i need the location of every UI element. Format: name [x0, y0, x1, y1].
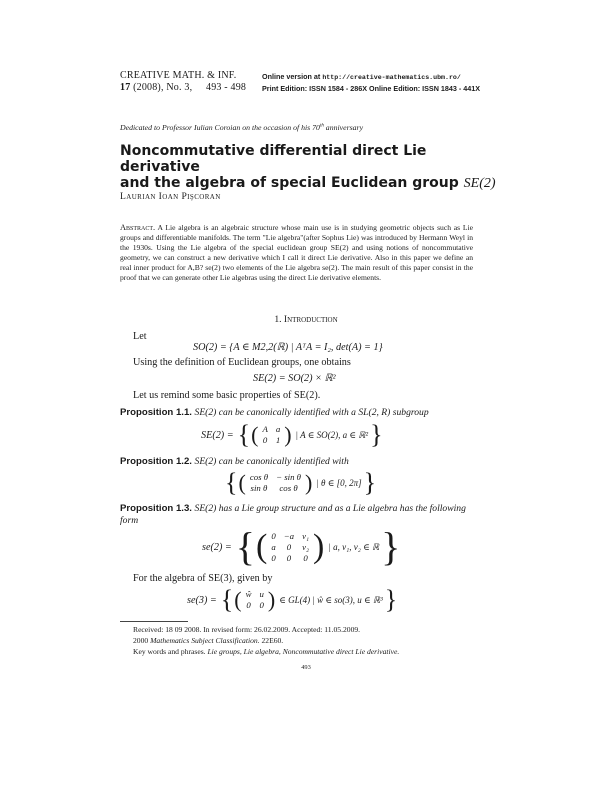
- matrix-cell: a: [271, 541, 276, 552]
- matrix-se3: [242, 589, 268, 611]
- matrix-prop11: [258, 424, 284, 446]
- prop12-label: Proposition 1.2.: [120, 456, 192, 467]
- msc-label: Mathematics Subject Classification.: [150, 636, 260, 645]
- right-paren: ): [313, 528, 325, 565]
- matrix-cell: v₁: [302, 530, 310, 541]
- abstract: [120, 223, 473, 283]
- matrix-row: [258, 424, 284, 435]
- matrix-cell: 0: [286, 552, 292, 563]
- eq-se3-lhs: se(3) =: [187, 594, 217, 606]
- equation-se3: [187, 587, 397, 613]
- equation-so2: SO(2) = {A ∈ M2,2(ℝ) | AᵀA = I₂, det(A) = 1}: [193, 342, 383, 353]
- left-brace: {: [220, 585, 234, 614]
- eq11-lhs: SE(2) =: [201, 429, 234, 441]
- online-url[interactable]: http://creative-mathematics.ubm.ro/: [322, 74, 461, 81]
- matrix-row: [246, 483, 305, 494]
- right-brace: }: [381, 524, 401, 569]
- prop13-text-line2: form: [120, 515, 139, 526]
- prop12-text: SE(2) can be canonically identified with: [194, 456, 349, 467]
- abstract-text: A Lie algebra is an algebraic structure whose main use is in studying geometric objects such as Lie groups and differentiable manifolds. The term "Lie algebra"(after Sophus Lie) was introduced by Hermann Weyl in the 1930s. Using the Lie algebra of the special euclidean group SE(2) and using notions of noncommutative geometry, we can construct a new derivative which I call it direct Lie derivative. Also in this paper we define an real inner product for A,B? se(2) two elements of the Lie algebra se(2). The main result of this paper consist in the proof that we can generate other Lie algebras using the direct Lie derivative elements.: [120, 223, 474, 282]
- matrix-cell: 0: [259, 600, 264, 610]
- page-number: 493: [301, 664, 311, 671]
- matrix-cell: v₂: [302, 541, 310, 552]
- equation-prop13: [202, 524, 401, 569]
- keywords: [133, 646, 399, 657]
- matrix-cell: cos θ: [249, 472, 269, 482]
- section-title: Introduction: [283, 314, 338, 325]
- title-line-2: [120, 175, 500, 192]
- eq13-lhs: se(2) =: [202, 541, 232, 553]
- keywords-label: Key words and phrases.: [133, 647, 206, 656]
- equation-prop11: [201, 422, 383, 448]
- matrix-cell: 0: [262, 435, 268, 445]
- msc-classification: [133, 635, 283, 646]
- section-number: 1.: [274, 314, 282, 325]
- year-issue: (2008), No. 3,: [130, 82, 193, 93]
- matrix-cell: 0: [303, 552, 308, 563]
- proposition-1-2: [120, 456, 349, 467]
- eq11-condition: | A ∈ SO(2), a ∈ ℝ²: [295, 429, 369, 440]
- right-brace: }: [384, 585, 398, 614]
- matrix-cell: 0: [271, 552, 276, 563]
- right-paren: ): [284, 422, 292, 447]
- left-paren: (: [238, 470, 246, 495]
- online-version: [262, 72, 461, 81]
- matrix-cell: sin θ: [250, 483, 268, 493]
- matrix-cell: 0: [246, 600, 251, 610]
- matrix-cell: ŵ: [245, 589, 252, 599]
- title-math: SE(2): [463, 176, 496, 191]
- prop13-label: Proposition 1.3.: [120, 503, 192, 514]
- prop11-label: Proposition 1.1.: [120, 407, 192, 418]
- left-paren: (: [234, 587, 242, 612]
- left-brace: {: [235, 524, 255, 569]
- for-algebra-text: For the algebra of SE(3), given by: [133, 573, 273, 584]
- matrix-cell: u: [259, 589, 264, 599]
- matrix-row: [246, 472, 305, 483]
- matrix-prop12: [246, 472, 305, 494]
- right-paren: ): [267, 587, 276, 612]
- eq13-condition: | a, v₁, v₂ ∈ ℝ: [328, 541, 380, 552]
- matrix-cell: 1: [275, 435, 281, 445]
- title-line-2-text: and the algebra of special Euclidean group: [120, 175, 459, 191]
- volume-number: 17: [120, 82, 131, 93]
- author: Laurian Ioan Pişcoran: [120, 191, 221, 202]
- msc-year: 2000: [133, 636, 149, 645]
- matrix-row: [258, 435, 284, 446]
- received-dates: Received: 18 09 2008. In revised form: 26.02.2009. Accepted: 11.05.2009.: [133, 625, 361, 634]
- paper-title: [120, 143, 500, 192]
- matrix-cell: 0: [271, 530, 276, 541]
- equation-se2: SE(2) = SO(2) × ℝ²: [253, 373, 336, 384]
- left-paren: (: [251, 422, 259, 447]
- eq12-condition: | θ ∈ [0, 2π]: [316, 477, 362, 488]
- prop11-text: SE(2) can be canonically identified with a SL(2, R) subgroup: [194, 407, 429, 418]
- title-line-1: Noncommutative differential direct Lie derivative: [120, 143, 427, 175]
- right-brace: }: [370, 420, 383, 449]
- section-heading: [0, 314, 612, 325]
- print-edition: Print Edition: ISSN 1584 - 286X Online Edition: ISSN 1843 - 441X: [262, 84, 481, 93]
- matrix-cell: a: [275, 424, 281, 434]
- left-paren: (: [256, 528, 268, 565]
- matrix-prop13: [267, 531, 313, 564]
- dedication-tail: anniversary: [323, 123, 364, 132]
- left-brace: {: [237, 420, 251, 449]
- matrix-cell: cos θ: [279, 483, 298, 493]
- page-range: 493 - 498: [206, 82, 247, 93]
- matrix-cell: 0: [286, 541, 292, 552]
- matrix-row: [267, 531, 313, 542]
- equation-prop12: [225, 470, 376, 496]
- proposition-1-3: [120, 503, 466, 514]
- prop13-text: SE(2) has a Lie group structure and as a Lie algebra has the following: [194, 503, 466, 514]
- msc-code: 22E60.: [261, 636, 284, 645]
- matrix-row: [242, 600, 268, 611]
- matrix-cell: −a: [283, 530, 295, 541]
- right-paren: ): [304, 470, 313, 495]
- journal-name: CREATIVE MATH. & INF.: [120, 70, 237, 81]
- matrix-row: [267, 553, 313, 564]
- remind-text: Let us remind some basic properties of SE(2).: [133, 390, 321, 401]
- matrix-cell: A: [262, 424, 268, 434]
- matrix-row: [242, 589, 268, 600]
- dedication: [120, 123, 363, 132]
- right-brace: }: [363, 468, 377, 497]
- matrix-cell: − sin θ: [276, 472, 301, 482]
- dedication-sup: th: [319, 123, 324, 129]
- left-brace: {: [225, 468, 238, 497]
- let-text: Let: [133, 331, 147, 342]
- volume-issue: [120, 82, 192, 93]
- footnote-rule: [120, 621, 188, 622]
- keywords-text: Lie groups, Lie algebra, Noncommutative direct Lie derivative.: [207, 647, 400, 656]
- dedication-text: Dedicated to Professor Iulian Coroian on the occasion of his 70: [120, 123, 320, 132]
- eq-se3-condition: ∈ GL(4) | ŵ ∈ so(3), u ∈ ℝ³: [279, 594, 383, 605]
- matrix-row: [267, 542, 313, 553]
- proposition-1-1: [120, 407, 429, 418]
- using-definition-text: Using the definition of Euclidean groups, one obtains: [133, 357, 351, 368]
- abstract-label: Abstract.: [120, 223, 156, 232]
- online-label: Online version at: [262, 72, 321, 81]
